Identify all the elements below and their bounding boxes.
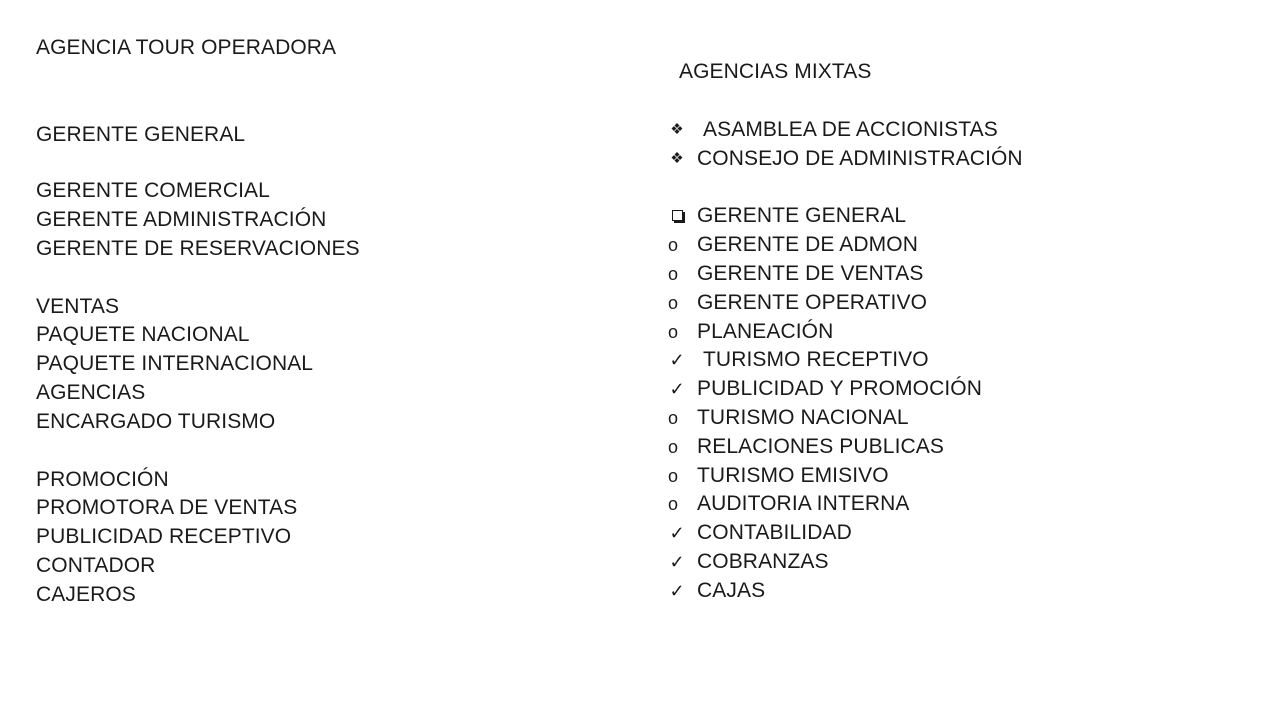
left-line: GERENTE GENERAL <box>36 123 246 146</box>
right-list-item: GERENTE GENERAL <box>697 204 907 227</box>
right-list-item: GERENTE DE VENTAS <box>697 262 924 285</box>
circle-bullet-icon: o <box>667 322 678 342</box>
left-line: PAQUETE NACIONAL <box>36 323 250 346</box>
left-line: PUBLICIDAD RECEPTIVO <box>36 525 292 548</box>
check-bullet-icon: ✓ <box>669 581 685 601</box>
left-line: PAQUETE INTERNACIONAL <box>36 352 314 375</box>
check-bullet-icon: ✓ <box>669 552 685 572</box>
right-list-item: PLANEACIÓN <box>697 320 834 343</box>
left-line: PROMOCIÓN <box>36 468 169 491</box>
circle-bullet-icon: o <box>667 437 678 457</box>
circle-bullet-icon: o <box>667 466 678 486</box>
left-line: CONTADOR <box>36 554 156 577</box>
circle-bullet-icon: o <box>667 408 678 428</box>
right-list-item: GERENTE OPERATIVO <box>697 291 928 314</box>
right-list-item: PUBLICIDAD Y PROMOCIÓN <box>697 377 982 400</box>
right-list-item: CONTABILIDAD <box>697 521 852 544</box>
check-bullet-icon: ✓ <box>669 379 685 399</box>
circle-bullet-icon: o <box>667 235 678 255</box>
left-line: PROMOTORA DE VENTAS <box>36 496 298 519</box>
left-line: AGENCIAS <box>36 381 146 404</box>
right-list-item: TURISMO RECEPTIVO <box>703 348 929 371</box>
right-list-item: CAJAS <box>697 579 766 602</box>
box-bullet-icon <box>664 202 690 230</box>
right-list-item: RELACIONES PUBLICAS <box>697 435 944 458</box>
right-list-item: CONSEJO DE ADMINISTRACIÓN <box>697 147 1023 170</box>
left-line: GERENTE COMERCIAL <box>36 179 270 202</box>
left-line: GERENTE ADMINISTRACIÓN <box>36 208 327 231</box>
left-line: ENCARGADO TURISMO <box>36 410 276 433</box>
left-line: GERENTE DE RESERVACIONES <box>36 237 360 260</box>
right-list-item: COBRANZAS <box>697 550 829 573</box>
right-list-item: AUDITORIA INTERNA <box>697 492 910 515</box>
check-bullet-icon: ✓ <box>669 523 685 543</box>
left-line: VENTAS <box>36 295 120 318</box>
right-list-item: ASAMBLEA DE ACCIONISTAS <box>703 118 998 141</box>
right-column-title: AGENCIAS MIXTAS <box>679 60 872 83</box>
diamond-bullet-icon: ❖ <box>670 121 684 138</box>
circle-bullet-icon: o <box>667 293 678 313</box>
circle-bullet-icon: o <box>667 494 678 514</box>
right-list-item: TURISMO EMISIVO <box>697 464 889 487</box>
left-line: CAJEROS <box>36 583 136 606</box>
diamond-bullet-icon: ❖ <box>670 150 684 167</box>
right-list-item: GERENTE DE ADMON <box>697 233 918 256</box>
circle-bullet-icon: o <box>667 264 678 284</box>
check-bullet-icon: ✓ <box>669 350 685 370</box>
right-list-item: TURISMO NACIONAL <box>697 406 909 429</box>
left-column-title: AGENCIA TOUR OPERADORA <box>36 36 337 59</box>
